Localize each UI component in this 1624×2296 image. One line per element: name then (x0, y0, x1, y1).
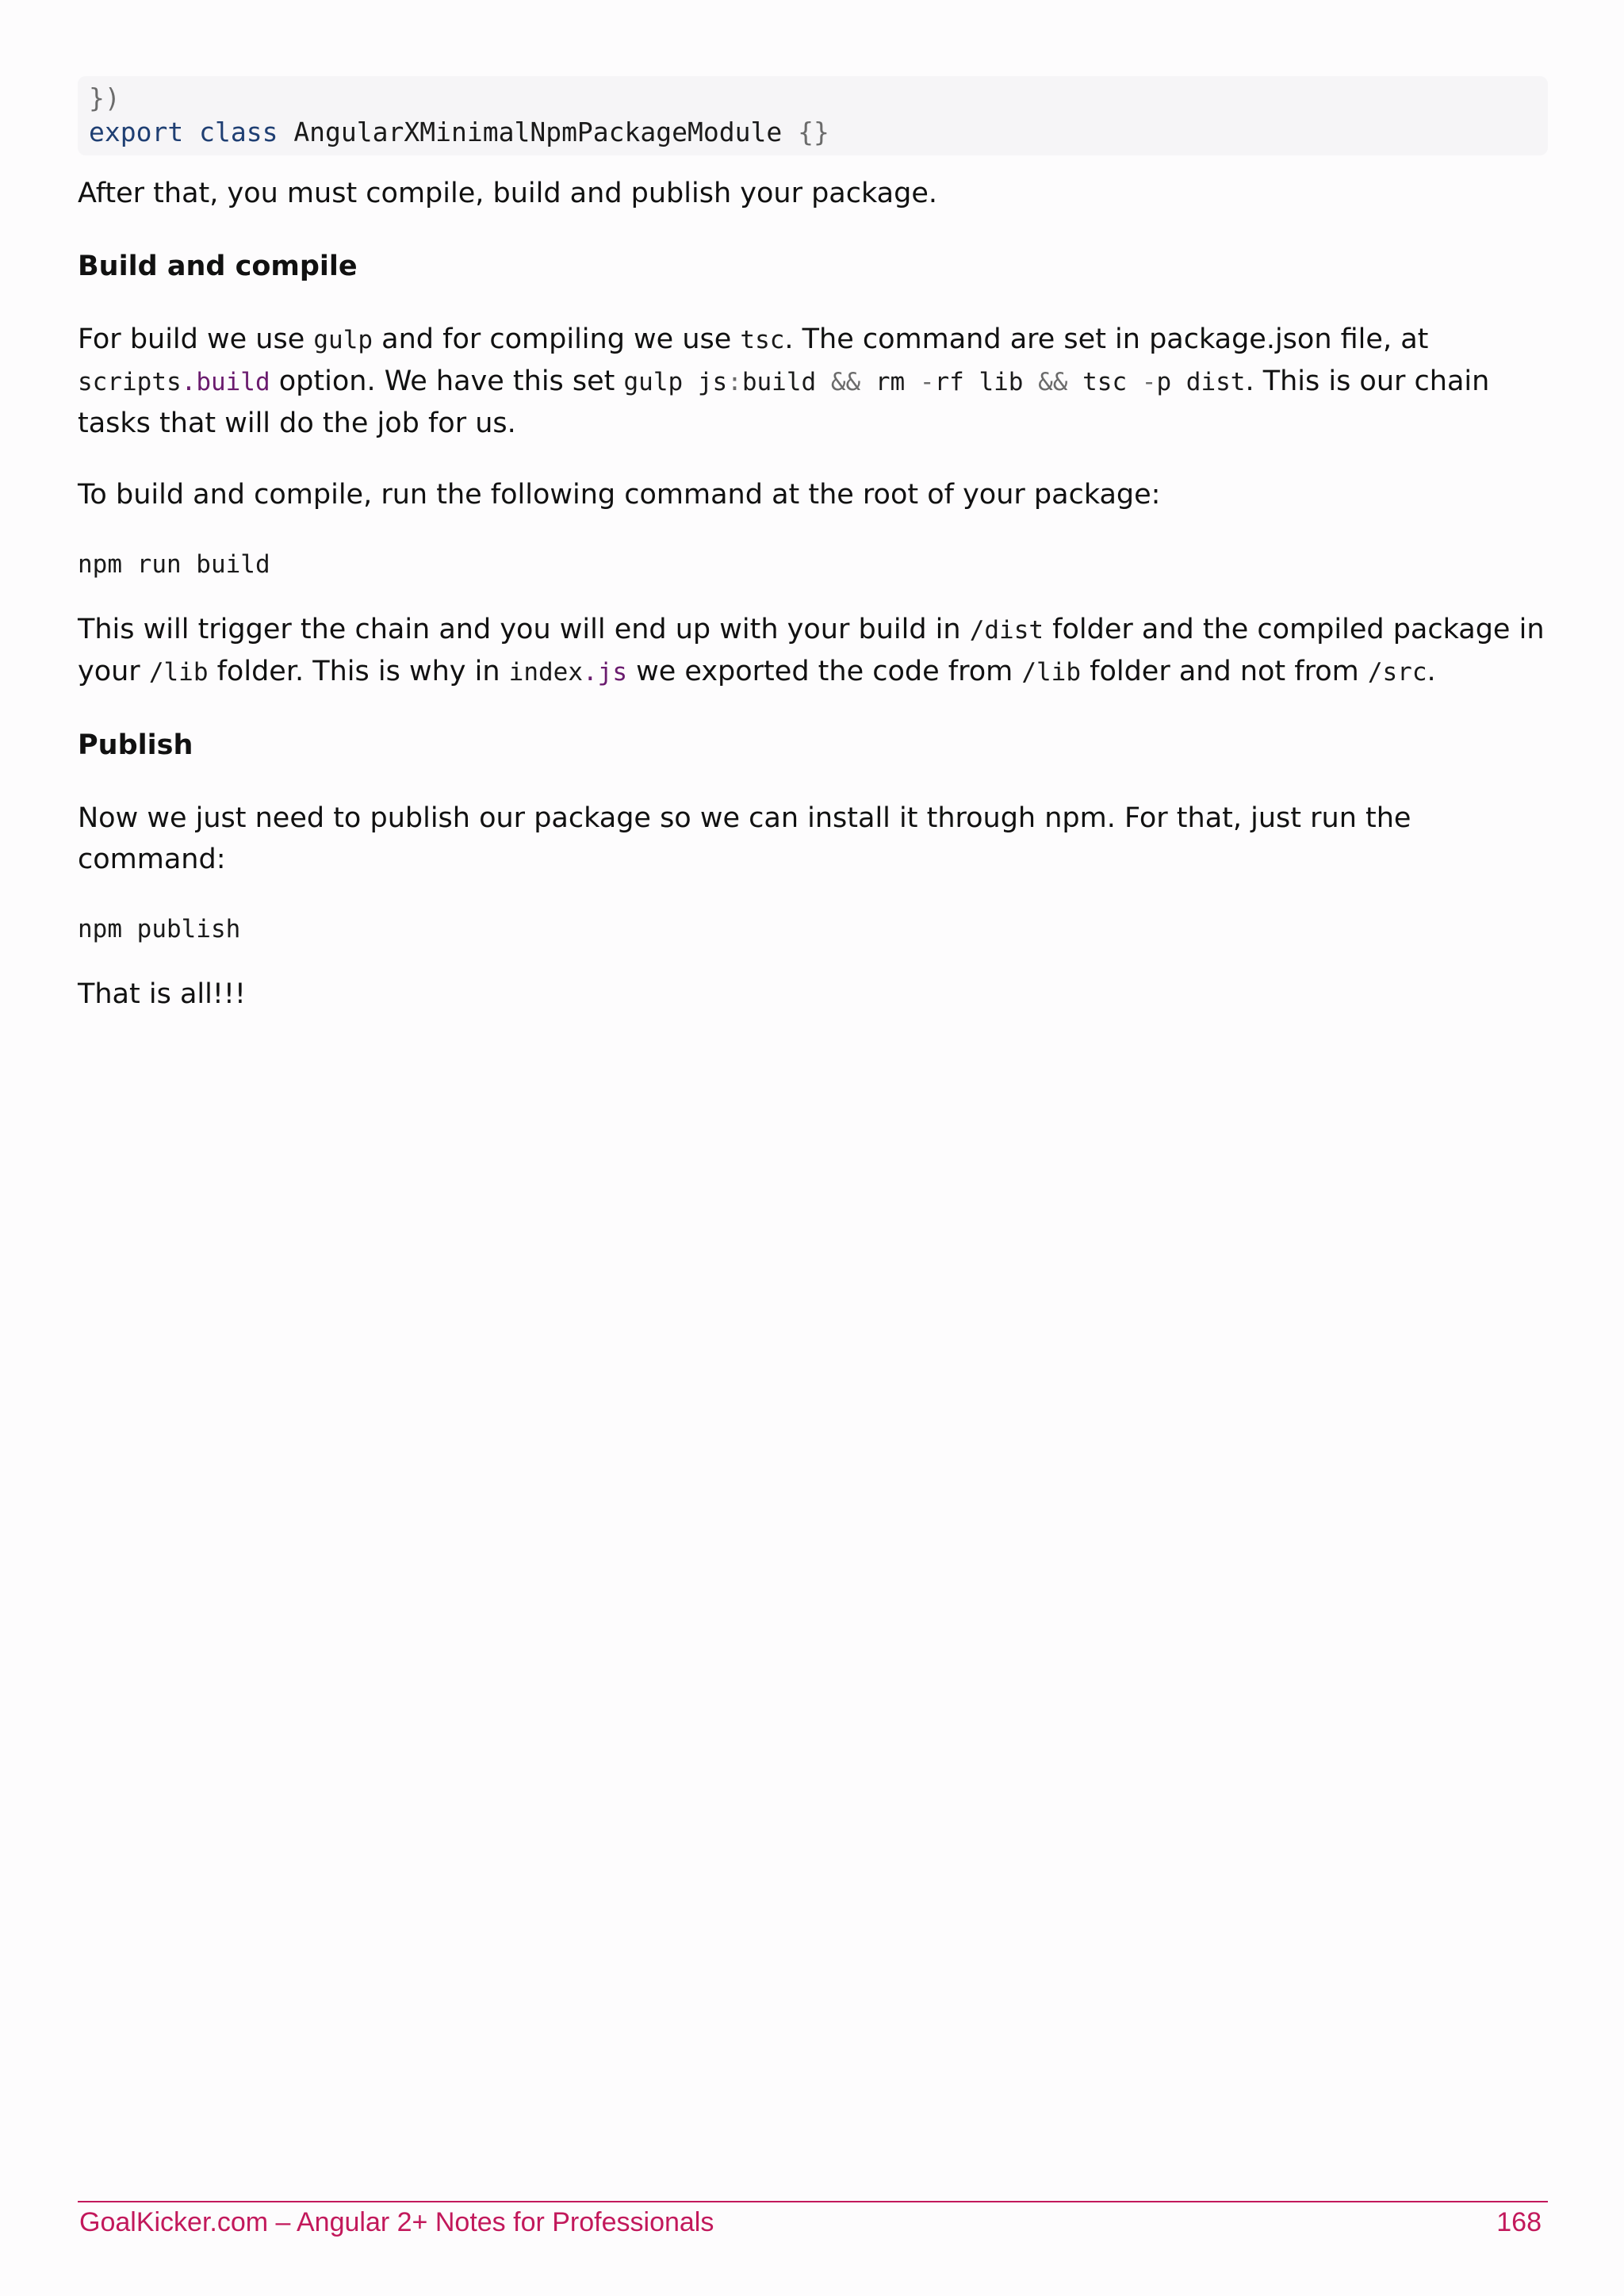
inline-code: /lib (148, 658, 209, 687)
publish-command: npm publish (78, 915, 241, 943)
heading-build-and-compile: Build and compile (78, 251, 358, 282)
footer-divider (78, 2201, 1548, 2202)
output-paragraph: This will trigger the chain and you will end up with your build in /dist folder and the compiled package in your /lib folder. This is why in index.js we exported the code from /lib folder and not from /src. (78, 614, 1545, 687)
code-keyword: export (89, 117, 184, 147)
document-page (78, 76, 1548, 1015)
inline-code: gulp js:build && rm -rf lib && tsc -p dist (623, 368, 1246, 396)
inline-code: /lib (1021, 658, 1081, 687)
code-class-name: AngularXMinimalNpmPackageModule (293, 117, 783, 147)
inline-code: /src (1367, 658, 1427, 687)
run-instruction-paragraph: To build and compile, run the following command at the root of your package: (78, 479, 1161, 511)
code-line-2 (89, 115, 1537, 149)
code-keyword: class (199, 117, 278, 147)
inline-code: gulp (313, 326, 373, 354)
inline-code: scripts.build (78, 368, 270, 396)
inline-code: index.js (508, 658, 627, 687)
closing-paragraph: That is all!!! (78, 978, 246, 1010)
footer-source-link[interactable]: GoalKicker.com – Angular 2+ Notes for Professionals (79, 2207, 714, 2237)
intro-paragraph: After that, you must compile, build and publish your package. (78, 178, 937, 209)
inline-code: /dist (969, 616, 1044, 645)
build-command: npm run build (78, 550, 270, 579)
page-number: 168 (1496, 2207, 1542, 2237)
heading-publish: Publish (78, 729, 193, 761)
publish-paragraph: Now we just need to publish our package so we can install it through npm. For that, just run the command: (78, 802, 1411, 875)
code-block (78, 76, 1548, 155)
build-paragraph: For build we use gulp and for compiling we use tsc. The command are set in package.json file, at scripts.build option. We have this set gulp js:build && rm -rf lib && tsc -p dist. This is our chain tasks that will do the job for us. (78, 323, 1490, 439)
code-braces: {} (798, 117, 829, 147)
code-line-1: }) (89, 82, 121, 113)
inline-code: tsc (740, 326, 785, 354)
